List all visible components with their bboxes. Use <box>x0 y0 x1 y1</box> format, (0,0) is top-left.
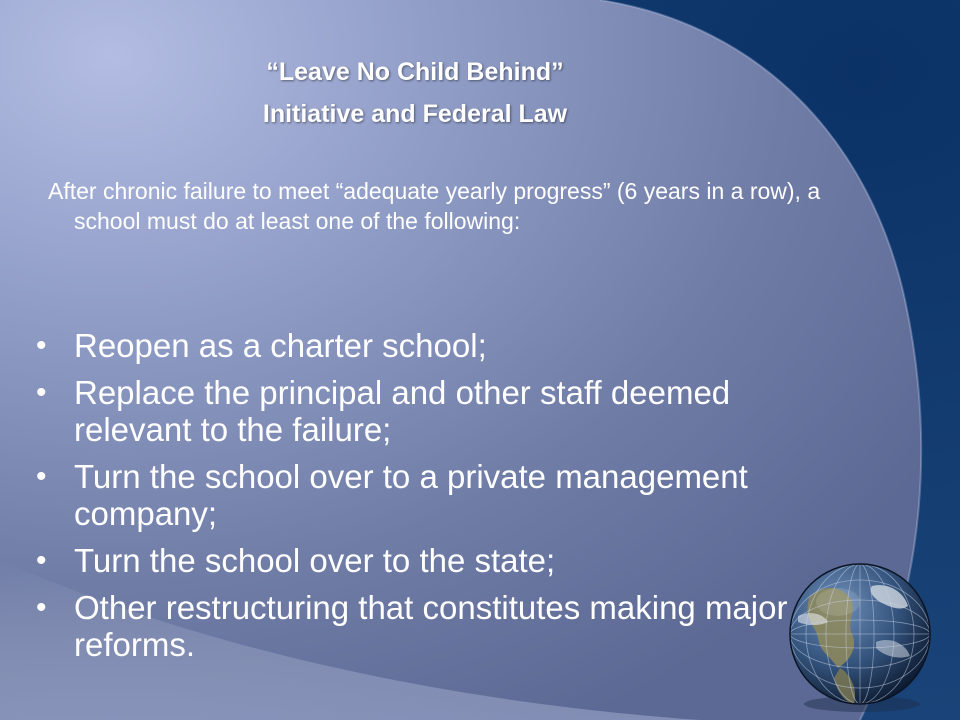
globe-icon <box>780 556 940 716</box>
bullet-item <box>36 589 816 663</box>
bullet-marker: • <box>36 460 47 493</box>
bullet-list <box>36 327 816 673</box>
bullet-text: Replace the principal and other staff deemed relevant to the failure; <box>74 374 731 448</box>
bullet-item <box>36 374 816 448</box>
intro-text: After chronic failure to meet “adequate yearly progress” (6 years in a row), a school must do at least one of the following: <box>48 178 821 234</box>
bullet-text: Turn the school over to the state; <box>74 542 556 579</box>
bullet-text: Turn the school over to a private management company; <box>74 458 748 532</box>
bullet-text: Reopen as a charter school; <box>74 327 487 364</box>
slide-title-line1: “Leave No Child Behind” <box>266 58 564 86</box>
bullet-item <box>36 327 816 364</box>
bullet-item <box>36 542 816 579</box>
bullet-marker: • <box>36 591 47 624</box>
intro-paragraph <box>48 176 848 236</box>
bullet-marker: • <box>36 544 47 577</box>
slide-title-line2: Initiative and Federal Law <box>262 100 568 128</box>
bullet-marker: • <box>36 376 47 409</box>
bullet-text: Other restructuring that constitutes making major reforms. <box>74 589 788 663</box>
bullet-item <box>36 458 816 532</box>
bullet-marker: • <box>36 329 47 362</box>
